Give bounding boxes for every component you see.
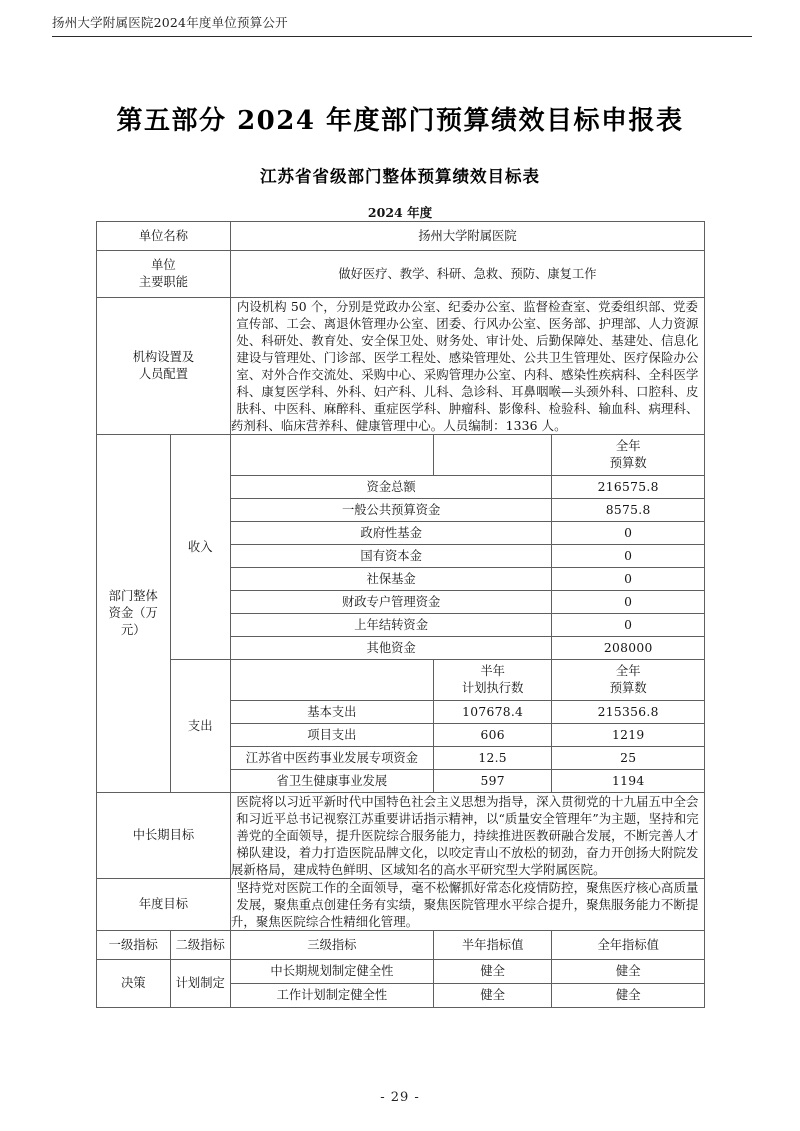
page-subtitle: 江苏省省级部门整体预算绩效目标表 [260,167,540,186]
income-header-annual [552,435,705,476]
table-row-organization [97,298,705,435]
income-item-name: 上年结转资金 [230,614,552,637]
income-header-annual-line1: 全年 [615,439,641,453]
indicator-level1-value: 决策 [97,960,171,1008]
expense-header-half [433,660,552,701]
expense-header-annual-line2: 预算数 [609,681,647,695]
indicator-half-value: 健全 [433,984,552,1008]
expense-header-annual-line1: 全年 [615,664,641,678]
expense-item-name: 江苏省中医药事业发展专项资金 [230,747,433,770]
indicator-level2-value: 计划制定 [170,960,230,1008]
department-funds-label [97,435,171,793]
income-item-name: 其他资金 [230,637,552,660]
expense-item-half: 606 [433,724,552,747]
organization-label [97,298,231,435]
expense-item-annual: 25 [552,747,705,770]
unit-name-label: 单位名称 [97,222,231,251]
indicator-header-level3: 三级指标 [230,931,433,960]
indicator-half-value: 健全 [433,960,552,984]
indicator-header-half-value: 半年指标值 [433,931,552,960]
income-item-annual: 216575.8 [552,476,705,499]
running-header: 扬州大学附属医院2024年度单位预算公开 [52,15,288,30]
main-duty-value: 做好医疗、教学、科研、急救、预防、康复工作 [230,251,704,298]
indicator-level3-value: 工作计划制定健全性 [230,984,433,1008]
expense-item-half: 12.5 [433,747,552,770]
unit-name-value: 扬州大学附属医院 [230,222,704,251]
table-row-annual-goal [97,879,705,931]
table-row-unit-name [97,222,705,251]
income-item-annual: 208000 [552,637,705,660]
income-item-name: 财政专户管理资金 [230,591,552,614]
main-duty-label [97,251,231,298]
department-funds-label-line2: 资金（万 [108,606,158,620]
page-title: 第五部分 2024 年度部门预算绩效目标申报表 [116,106,684,136]
fiscal-year-label: 2024 年度 [367,205,433,220]
organization-value: 内设机构 50 个，分别是党政办公室、纪委办公室、监督检查室、党委组织部、党委宣传部、工会、离退休管理办公室、团委、行风办公室、医务部、护理部、人力资源处、科研处、教育处、安全保卫处、财务处、审计处、后勤保障处、基建处、信息化建设与管理处、门诊部、医学工程处、感染管理处、公共卫生管理处、医疗保险办公室、对外合作交流处、采购中心、采购管理办公室、内科、感染性疾病科、全科医学科、康复医学科、外科、妇产科、儿科、急诊科、耳鼻咽喉—头颈外科、口腔科、皮肤科、中医科、麻醉科、重症医学科、肿瘤科、影像科、检验科、输血科、病理科、药剂科、临床营养科、健康管理中心。人员编制：1336 人。 [230,298,704,435]
expense-header-annual [552,660,705,701]
indicator-annual-value: 健全 [552,960,705,984]
expense-item-half: 107678.4 [433,701,552,724]
table-row-income-header [97,435,705,476]
organization-label-line2: 人员配置 [138,367,189,381]
main-duty-label-line1: 单位 [151,258,176,272]
table-row-mid-long-goal [97,793,705,879]
expense-item-annual: 215356.8 [552,701,705,724]
expense-item-name: 基本支出 [230,701,433,724]
budget-performance-table-wrapper [96,221,705,1008]
mid-long-goal-label: 中长期目标 [97,793,231,879]
income-item-name: 国有资本金 [230,545,552,568]
indicator-header-level2: 二级指标 [170,931,230,960]
indicator-level3-value: 中长期规划制定健全性 [230,960,433,984]
department-funds-label-line3: 元） [120,623,146,637]
mid-long-goal-value: 医院将以习近平新时代中国特色社会主义思想为指导，深入贯彻党的十九届五中全会和习近平总书记视察江苏重要讲话指示精神，以“质量安全管理年”为主题，坚持和完善党的全面领导，提升医院综合服务能力，持续推进医教研融合发展，不断完善人才梯队建设，着力打造医院品牌文化，以咬定青山不放松的韧劲，奋力开创扬大附院发展新格局，建成特色鲜明、区域知名的高水平研究型大学附属医院。 [230,793,704,879]
income-item-annual: 0 [552,545,705,568]
expense-header-half-line1: 半年 [480,664,505,678]
expense-item-annual: 1219 [552,724,705,747]
income-item-name: 政府性基金 [230,522,552,545]
income-header-blank [230,435,433,476]
main-duty-label-line2: 主要职能 [138,275,189,289]
header-divider [52,36,752,37]
income-item-name: 资金总额 [230,476,552,499]
expense-item-name: 省卫生健康事业发展 [230,770,433,793]
table-row-indicator [97,960,705,984]
income-item-annual: 0 [552,568,705,591]
income-header-annual-spacer [433,435,552,476]
organization-label-line1: 机构设置及 [132,350,195,364]
income-item-annual: 0 [552,614,705,637]
expense-item-half: 597 [433,770,552,793]
income-item-name: 社保基金 [230,568,552,591]
indicator-annual-value: 健全 [552,984,705,1008]
expense-item-annual: 1194 [552,770,705,793]
table-row-main-duty [97,251,705,298]
income-item-annual: 8575.8 [552,499,705,522]
budget-performance-table [96,221,705,1008]
expense-header-half-line2: 计划执行数 [461,681,524,695]
expense-item-name: 项目支出 [230,724,433,747]
indicator-header-level1: 一级指标 [97,931,171,960]
income-item-annual: 0 [552,591,705,614]
table-row-indicator-header [97,931,705,960]
expense-section-label: 支出 [170,660,230,793]
income-item-name: 一般公共预算资金 [230,499,552,522]
department-funds-label-line1: 部门整体 [108,589,158,603]
income-header-annual-line2: 预算数 [609,456,647,470]
annual-goal-value: 坚持党对医院工作的全面领导，毫不松懈抓好常态化疫情防控，聚焦医疗核心高质量发展，聚焦重点创建任务有实绩，聚焦医院管理水平综合提升，聚焦服务能力不断提升，聚焦医院综合性精细化管理。 [230,879,704,931]
annual-goal-label: 年度目标 [97,879,231,931]
expense-header-blank [230,660,433,701]
page-number: - 29 - [380,1090,420,1105]
indicator-header-annual-value: 全年指标值 [552,931,705,960]
income-item-annual: 0 [552,522,705,545]
income-section-label: 收入 [170,435,230,660]
table-row-expense-header [97,660,705,701]
